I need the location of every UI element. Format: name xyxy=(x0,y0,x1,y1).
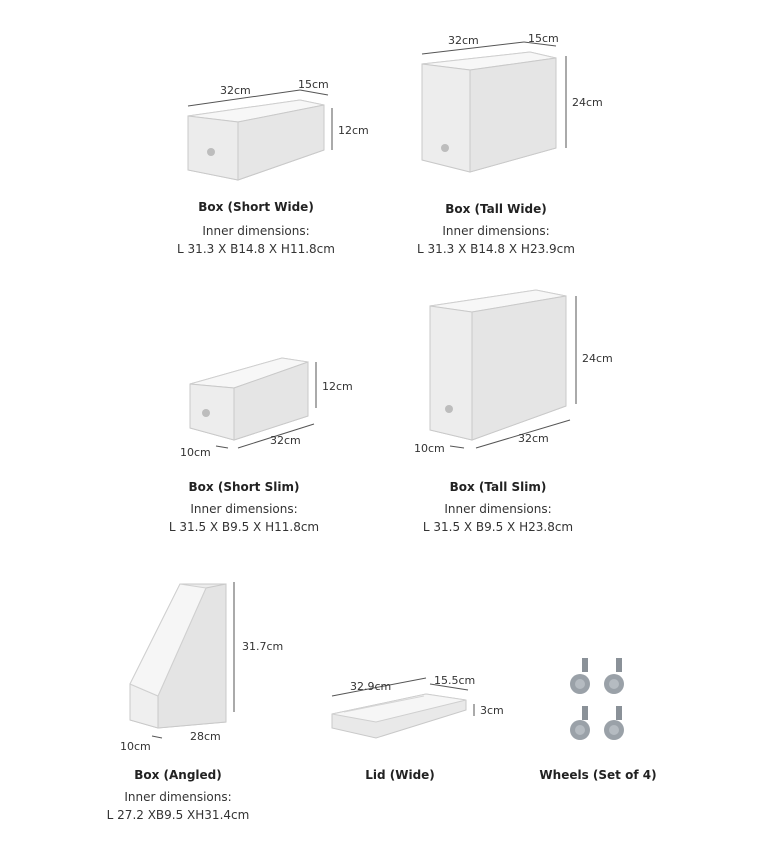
lid-title: Lid (Wide) xyxy=(365,768,435,782)
tall-slim-inner-heading: Inner dimensions: xyxy=(444,502,552,516)
wheel-icon xyxy=(604,658,624,694)
tall-slim-title: Box (Tall Slim) xyxy=(449,480,547,494)
lid-depth: 15.5cm xyxy=(434,674,476,687)
tall-wide-title: Box (Tall Wide) xyxy=(445,202,547,216)
short-wide-depth: 15cm xyxy=(298,78,329,91)
tall-slim-inner: L 31.5 X B9.5 X H23.8cm xyxy=(422,520,574,534)
tall-wide-length: 32cm xyxy=(448,34,479,47)
short-wide-height: 12cm xyxy=(338,124,369,137)
tall-wide-inner-heading: Inner dimensions: xyxy=(442,224,550,238)
angled-depth: 10cm xyxy=(120,740,151,753)
wheel-icon xyxy=(604,706,624,740)
wheels-title: Wheels (Set of 4) xyxy=(539,768,657,782)
lid-length: 32.9cm xyxy=(350,680,392,693)
box-short-wide-illustration xyxy=(188,90,332,180)
tall-slim-height: 24cm xyxy=(582,352,613,365)
angled-height: 31.7cm xyxy=(242,640,284,653)
short-slim-inner: L 31.5 X B9.5 X H11.8cm xyxy=(168,520,320,534)
tall-wide-inner: L 31.3 X B14.8 X H23.9cm xyxy=(417,242,575,256)
wheels-illustration xyxy=(570,658,624,740)
angled-inner-heading: Inner dimensions: xyxy=(124,790,232,804)
short-wide-inner: L 31.3 X B14.8 X H11.8cm xyxy=(177,242,335,256)
box-tall-slim-illustration xyxy=(430,290,576,448)
short-slim-depth: 10cm xyxy=(180,446,211,459)
wheel-icon xyxy=(570,658,590,694)
short-wide-length: 32cm xyxy=(220,84,251,97)
short-slim-height: 12cm xyxy=(322,380,353,393)
short-slim-title: Box (Short Slim) xyxy=(188,480,300,494)
angled-length: 28cm xyxy=(190,730,221,743)
tall-wide-depth: 15cm xyxy=(528,32,559,45)
tall-wide-height: 24cm xyxy=(572,96,603,109)
short-wide-title: Box (Short Wide) xyxy=(198,200,314,214)
short-slim-inner-heading: Inner dimensions: xyxy=(190,502,298,516)
tall-slim-depth: 10cm xyxy=(414,442,445,455)
box-tall-wide-illustration xyxy=(422,42,566,172)
angled-title: Box (Angled) xyxy=(134,768,222,782)
short-slim-length: 32cm xyxy=(270,434,301,447)
tall-slim-length: 32cm xyxy=(518,432,549,445)
box-angled-illustration xyxy=(130,582,234,738)
lid-height: 3cm xyxy=(480,704,504,717)
angled-inner: L 27.2 XB9.5 XH31.4cm xyxy=(106,808,250,822)
short-wide-inner-heading: Inner dimensions: xyxy=(202,224,310,238)
wheel-icon xyxy=(570,706,590,740)
